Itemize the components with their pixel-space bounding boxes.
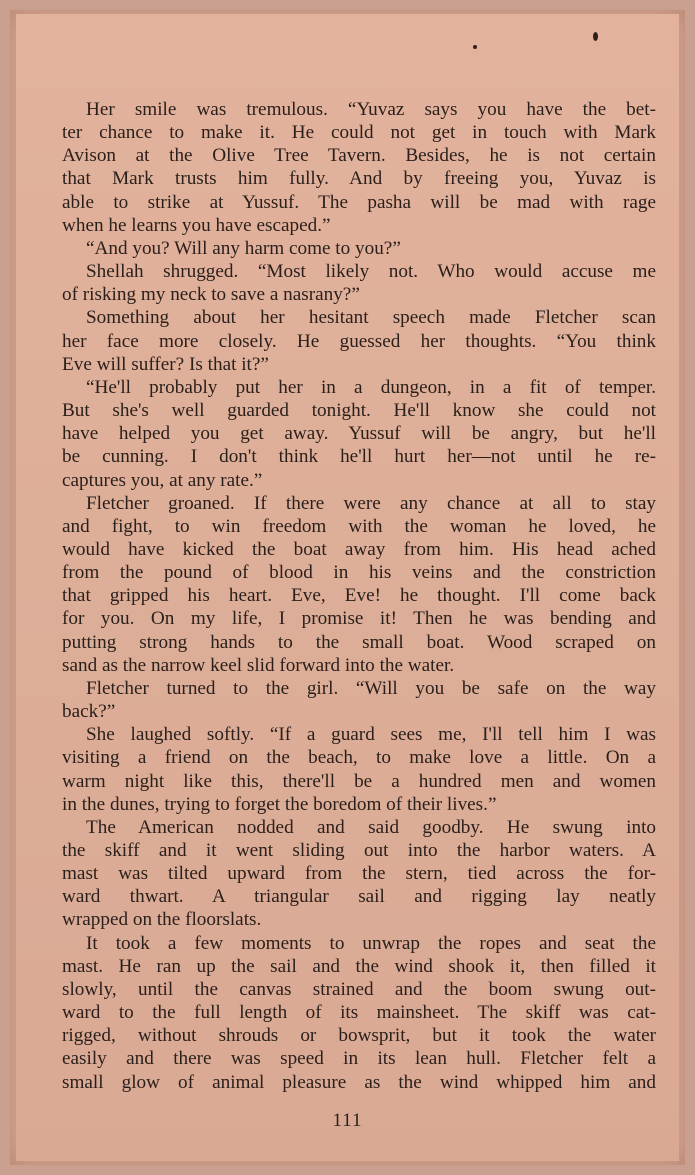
ink-speck	[473, 45, 477, 49]
text-line: in the dunes, trying to forget the boredom of their lives.”	[62, 793, 497, 815]
page-number: 111	[332, 1110, 363, 1131]
text-line: easily and there was speed in its lean hull. Fletcher felt a	[62, 1048, 656, 1070]
text-line: Her smile was tremulous. “Yuvaz says you have the bet-	[86, 99, 656, 120]
text-line: small glow of animal pleasure as the wind whipped him and	[62, 1071, 656, 1093]
text-line: be cunning. I don't think he'll hurt her—not until he re-	[62, 446, 656, 468]
text-line: when he learns you have escaped.”	[62, 214, 331, 236]
text-line: The American nodded and said goodby. He swung into	[86, 816, 656, 838]
text-line: Fletcher groaned. If there were any chance at all to stay	[86, 492, 656, 514]
text-line: mast. He ran up the sail and the wind shook it, then filled it	[62, 955, 656, 977]
text-line: ward thwart. A triangular sail and rigging lay neatly	[62, 886, 656, 908]
text-line: Avison at the Olive Tree Tavern. Besides, he is not certain	[62, 145, 656, 167]
text-line: “And you? Will any harm come to you?”	[86, 237, 401, 259]
ink-speck	[593, 32, 598, 41]
text-line: Fletcher turned to the girl. “Will you be safe on the way	[86, 677, 656, 699]
text-line: for you. On my life, I promise it! Then he was bending and	[62, 608, 656, 630]
text-line: She laughed softly. “If a guard sees me, I'll tell him I was	[86, 724, 656, 746]
text-line: ter chance to make it. He could not get in touch with Mark	[62, 122, 656, 144]
text-line: and fight, to win freedom with the woman he loved, he	[62, 515, 656, 537]
text-line: visiting a friend on the beach, to make love a little. On a	[62, 747, 656, 769]
text-line: putting strong hands to the small boat. Wood scraped on	[62, 631, 656, 653]
text-line: that gripped his heart. Eve, Eve! he thought. I'll come back	[62, 585, 656, 607]
text-line: that Mark trusts him fully. And by freeing you, Yuvaz is	[62, 168, 656, 190]
text-line: back?”	[62, 701, 116, 723]
text-line: from the pound of blood in his veins and the constriction	[62, 562, 656, 584]
text-line: It took a few moments to unwrap the ropes and seat the	[86, 932, 656, 954]
text-line: would have kicked the boat away from him. His head ached	[62, 538, 656, 560]
text-line: ward to the full length of its mainsheet. The skiff was cat-	[62, 1002, 656, 1024]
text-line: the skiff and it went sliding out into the harbor waters. A	[62, 840, 656, 861]
text-line: sand as the narrow keel slid forward into the water.	[62, 654, 455, 676]
text-line: “He'll probably put her in a dungeon, in a fit of temper.	[86, 376, 656, 398]
body-text	[62, 98, 656, 1094]
text-line: But she's well guarded tonight. He'll know she could not	[62, 400, 656, 422]
text-line: able to strike at Yussuf. The pasha will be mad with rage	[62, 191, 656, 213]
text-line: captures you, at any rate.”	[62, 469, 263, 491]
text-line: Shellah shrugged. “Most likely not. Who would accuse me	[86, 261, 656, 283]
text-line: Something about her hesitant speech made Fletcher scan	[86, 307, 656, 329]
text-line: of risking my neck to save a nasrany?”	[62, 284, 360, 306]
text-line: have helped you get away. Yussuf will be angry, but he'll	[62, 423, 656, 445]
text-line: her face more closely. He guessed her thoughts. “You think	[62, 330, 656, 352]
text-line: Eve will suffer? Is that it?”	[62, 353, 269, 375]
text-line: warm night like this, there'll be a hundred men and women	[62, 770, 656, 792]
text-line: rigged, without shrouds or bowsprit, but it took the water	[62, 1025, 656, 1047]
text-line: slowly, until the canvas strained and the boom swung out-	[62, 978, 656, 1000]
text-line: mast was tilted upward from the stern, tied across the for-	[62, 863, 656, 885]
text-line: wrapped on the floorslats.	[62, 909, 262, 931]
